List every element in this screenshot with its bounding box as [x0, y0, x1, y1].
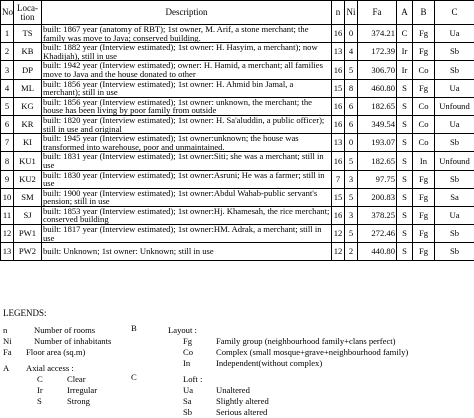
legend-c-key: C: [131, 373, 137, 383]
legend-b-item-key: Co: [183, 348, 193, 358]
cell-description: built: 1882 year (Interview estimated); 1st owner: H. Hasyim, a merchant); now Khadijah), still in use: [42, 43, 332, 61]
cell-b: Co: [413, 134, 435, 152]
cell-fa: 97.75: [358, 170, 397, 188]
cell-fa: 306.70: [358, 61, 397, 79]
cell-b: Fg: [413, 225, 435, 243]
header-no: No: [1, 1, 14, 25]
cell-fa: 349.54: [358, 115, 397, 133]
cell-b: Fg: [413, 79, 435, 97]
legend: [0, 309, 474, 417]
cell-location: TS: [14, 25, 42, 43]
cell-n: 15: [332, 79, 345, 97]
cell-ni: 5: [345, 188, 358, 206]
cell-no: 2: [1, 43, 14, 61]
cell-location: KU1: [14, 152, 42, 170]
legend-c-item-key: Sb: [183, 408, 192, 418]
cell-c: Sa: [435, 188, 474, 206]
cell-b: In: [413, 152, 435, 170]
cell-ni: 3: [345, 170, 358, 188]
cell-n: 13: [332, 43, 345, 61]
header-c: C: [435, 1, 474, 25]
cell-no: 11: [1, 206, 14, 224]
legend-c-item-key: Sa: [183, 397, 192, 407]
cell-c: Ua: [435, 25, 474, 43]
cell-b: Co: [413, 97, 435, 115]
cell-description: built: 1820 year (Interview estimated); 1st owner: H. Sa'aluddin, a public officer); still in use and original: [42, 115, 332, 133]
cell-no: 6: [1, 115, 14, 133]
cell-b: Fg: [413, 25, 435, 43]
legend-b-key: B: [131, 324, 137, 334]
legend-n-key: n: [3, 326, 7, 336]
cell-n: 12: [332, 243, 345, 261]
header-row: [1, 1, 474, 25]
cell-no: 10: [1, 188, 14, 206]
cell-description: built: 1831 year (Interview estimated); 1st owner:Siti; she was a merchant; still in use: [42, 152, 332, 170]
cell-fa: 193.07: [358, 134, 397, 152]
cell-ni: 3: [345, 206, 358, 224]
legend-b-item-key: Fg: [183, 337, 192, 347]
cell-location: KB: [14, 43, 42, 61]
table-row: [1, 79, 474, 97]
cell-location: PW2: [14, 243, 42, 261]
cell-b: Fg: [413, 43, 435, 61]
cell-b: Fg: [413, 243, 435, 261]
cell-description: built: 1942 year (Interview estimated); owner: H. Hamid, a merchant; all families move to Java and the house donated to other: [42, 61, 332, 79]
cell-description: built: 1817 year (Interview estimated); 1st owner:HM. Adrak, a merchant; still in use: [42, 225, 332, 243]
legend-b-item-value: Complex (small mosque+grave+neighbourhood family): [216, 348, 408, 358]
legend-a-value: Axial access :: [26, 364, 74, 374]
cell-c: Sb: [435, 225, 474, 243]
legend-a-item-value: Irregular: [67, 386, 97, 396]
legend-c-item-value: Serious altered: [216, 408, 267, 418]
cell-location: ML: [14, 79, 42, 97]
cell-a: S: [397, 206, 413, 224]
cell-ni: 0: [345, 134, 358, 152]
cell-location: PW1: [14, 225, 42, 243]
cell-description: built: 1867 year (anatomy of RBT); 1st owner, M. Arif, a stone merchant; the family was move to Java; conserved building.: [42, 25, 332, 43]
cell-b: Fg: [413, 188, 435, 206]
legend-a-key: A: [3, 364, 9, 374]
cell-no: 1: [1, 25, 14, 43]
table-row: [1, 152, 474, 170]
table-row: [1, 97, 474, 115]
cell-n: 16: [332, 97, 345, 115]
cell-fa: 172.39: [358, 43, 397, 61]
cell-fa: 182.65: [358, 152, 397, 170]
cell-b: Co: [413, 115, 435, 133]
legend-ni-value: Number of inhabitants: [34, 337, 111, 347]
cell-location: KU2: [14, 170, 42, 188]
cell-a: S: [397, 225, 413, 243]
cell-ni: 4: [345, 43, 358, 61]
legend-a-item-value: Clear: [67, 375, 86, 385]
cell-c: Ua: [435, 206, 474, 224]
header-description: Description: [42, 1, 332, 25]
cell-a: S: [397, 152, 413, 170]
table-row: [1, 170, 474, 188]
legend-b-item-value: Family group (neighbourhood family+clans perfect): [216, 337, 396, 347]
header-fa: Fa: [358, 1, 397, 25]
cell-ni: 5: [345, 225, 358, 243]
cell-fa: 440.80: [358, 243, 397, 261]
cell-no: 8: [1, 152, 14, 170]
cell-description: built: 1856 year (Interview estimated); 1st owner: H. Ahmid bin Jamal, a merchant); still in use: [42, 79, 332, 97]
cell-c: Ua: [435, 115, 474, 133]
legend-c-item-value: Unaltered: [216, 386, 250, 396]
table-row: [1, 43, 474, 61]
legend-a-item-value: Strong: [67, 397, 90, 407]
cell-n: 16: [332, 206, 345, 224]
cell-a: Ir: [397, 61, 413, 79]
cell-b: Co: [413, 61, 435, 79]
header-b: B: [413, 1, 435, 25]
cell-description: built: 1830 year (Interview estimated); 1st owner:Asruni; He was a farmer; still in use: [42, 170, 332, 188]
legend-c-value: Loft :: [183, 375, 202, 385]
cell-fa: 272.46: [358, 225, 397, 243]
cell-a: S: [397, 79, 413, 97]
cell-fa: 374.21: [358, 25, 397, 43]
cell-fa: 378.25: [358, 206, 397, 224]
cell-description: built: 1856 year (Interview estimated); 1st owner: unknown, the merchant; the house has been living by poor family from outside: [42, 97, 332, 115]
cell-ni: 0: [345, 25, 358, 43]
cell-no: 13: [1, 243, 14, 261]
legend-a-item-key: Ir: [37, 386, 43, 396]
legend-a-item-key: C: [37, 375, 43, 385]
cell-fa: 460.80: [358, 79, 397, 97]
cell-ni: 5: [345, 152, 358, 170]
cell-n: 16: [332, 152, 345, 170]
legend-a-item-key: S: [37, 397, 42, 407]
cell-no: 7: [1, 134, 14, 152]
cell-c: Sb: [435, 134, 474, 152]
legend-c-item-value: Slightly altered: [216, 397, 269, 407]
header-a: A: [397, 1, 413, 25]
cell-ni: 6: [345, 115, 358, 133]
legend-fa-key: Fa: [3, 348, 12, 358]
cell-n: 13: [332, 134, 345, 152]
cell-location: KR: [14, 115, 42, 133]
cell-no: 4: [1, 79, 14, 97]
cell-description: built: 1900 year (Interview estimated); 1st owner:Abdul Wahab-public servant's pension; still in use: [42, 188, 332, 206]
cell-location: KG: [14, 97, 42, 115]
legend-b-item-value: Independent(without complex): [216, 359, 322, 369]
header-n: n: [332, 1, 345, 25]
cell-n: 16: [332, 115, 345, 133]
cell-n: 7: [332, 170, 345, 188]
cell-a: Ir: [397, 43, 413, 61]
table-row: [1, 243, 474, 261]
cell-n: 15: [332, 188, 345, 206]
cell-c: Sb: [435, 243, 474, 261]
cell-a: S: [397, 170, 413, 188]
table-row: [1, 206, 474, 224]
cell-fa: 182.65: [358, 97, 397, 115]
table-row: [1, 225, 474, 243]
cell-no: 12: [1, 225, 14, 243]
cell-n: 16: [332, 61, 345, 79]
cell-a: S: [397, 188, 413, 206]
cell-n: 16: [332, 25, 345, 43]
cell-a: S: [397, 243, 413, 261]
cell-location: SJ: [14, 206, 42, 224]
legend-title: LEGENDS:: [3, 309, 47, 319]
cell-location: KI: [14, 134, 42, 152]
cell-a: S: [397, 115, 413, 133]
table-row: [1, 188, 474, 206]
cell-ni: 8: [345, 79, 358, 97]
header-location: Loca- tion: [14, 1, 42, 25]
legend-c-item-key: Ua: [183, 386, 193, 396]
cell-no: 5: [1, 97, 14, 115]
cell-c: Sb: [435, 170, 474, 188]
table-row: [1, 134, 474, 152]
cell-c: Ua: [435, 79, 474, 97]
cell-no: 9: [1, 170, 14, 188]
cell-c: Unfound: [435, 152, 474, 170]
cell-c: Unfound: [435, 97, 474, 115]
cell-a: C: [397, 25, 413, 43]
table-row: [1, 25, 474, 43]
legend-b-item-key: In: [183, 359, 190, 369]
cell-c: Sb: [435, 43, 474, 61]
cell-a: S: [397, 97, 413, 115]
legend-n-value: Number of rooms: [34, 326, 95, 336]
header-ni: Ni: [345, 1, 358, 25]
cell-n: 12: [332, 225, 345, 243]
cell-ni: 2: [345, 243, 358, 261]
cell-description: built: 1853 year (Interview estimated); 1st owner:Hj. Khamesah, the rice merchant; conserved building: [42, 206, 332, 224]
legend-fa-value: Floor area (sq.m): [26, 348, 85, 358]
cell-b: Fg: [413, 170, 435, 188]
cell-description: built: Unknown; 1st owner: Unknown; still in use: [42, 243, 332, 261]
legend-ni-key: Ni: [3, 337, 12, 347]
cell-location: SM: [14, 188, 42, 206]
cell-fa: 200.83: [358, 188, 397, 206]
legend-b-value: Layout :: [168, 326, 197, 336]
cell-location: DP: [14, 61, 42, 79]
cell-b: Fg: [413, 206, 435, 224]
cell-ni: 6: [345, 97, 358, 115]
cell-c: Sb: [435, 61, 474, 79]
table-row: [1, 115, 474, 133]
table-row: [1, 61, 474, 79]
cell-no: 3: [1, 61, 14, 79]
cell-description: built: 1945 year (Interview estimated); 1st owner:unknown; the house was transformed into warehouse, poor and unmaintained.: [42, 134, 332, 152]
cell-a: S: [397, 134, 413, 152]
cell-ni: 5: [345, 61, 358, 79]
